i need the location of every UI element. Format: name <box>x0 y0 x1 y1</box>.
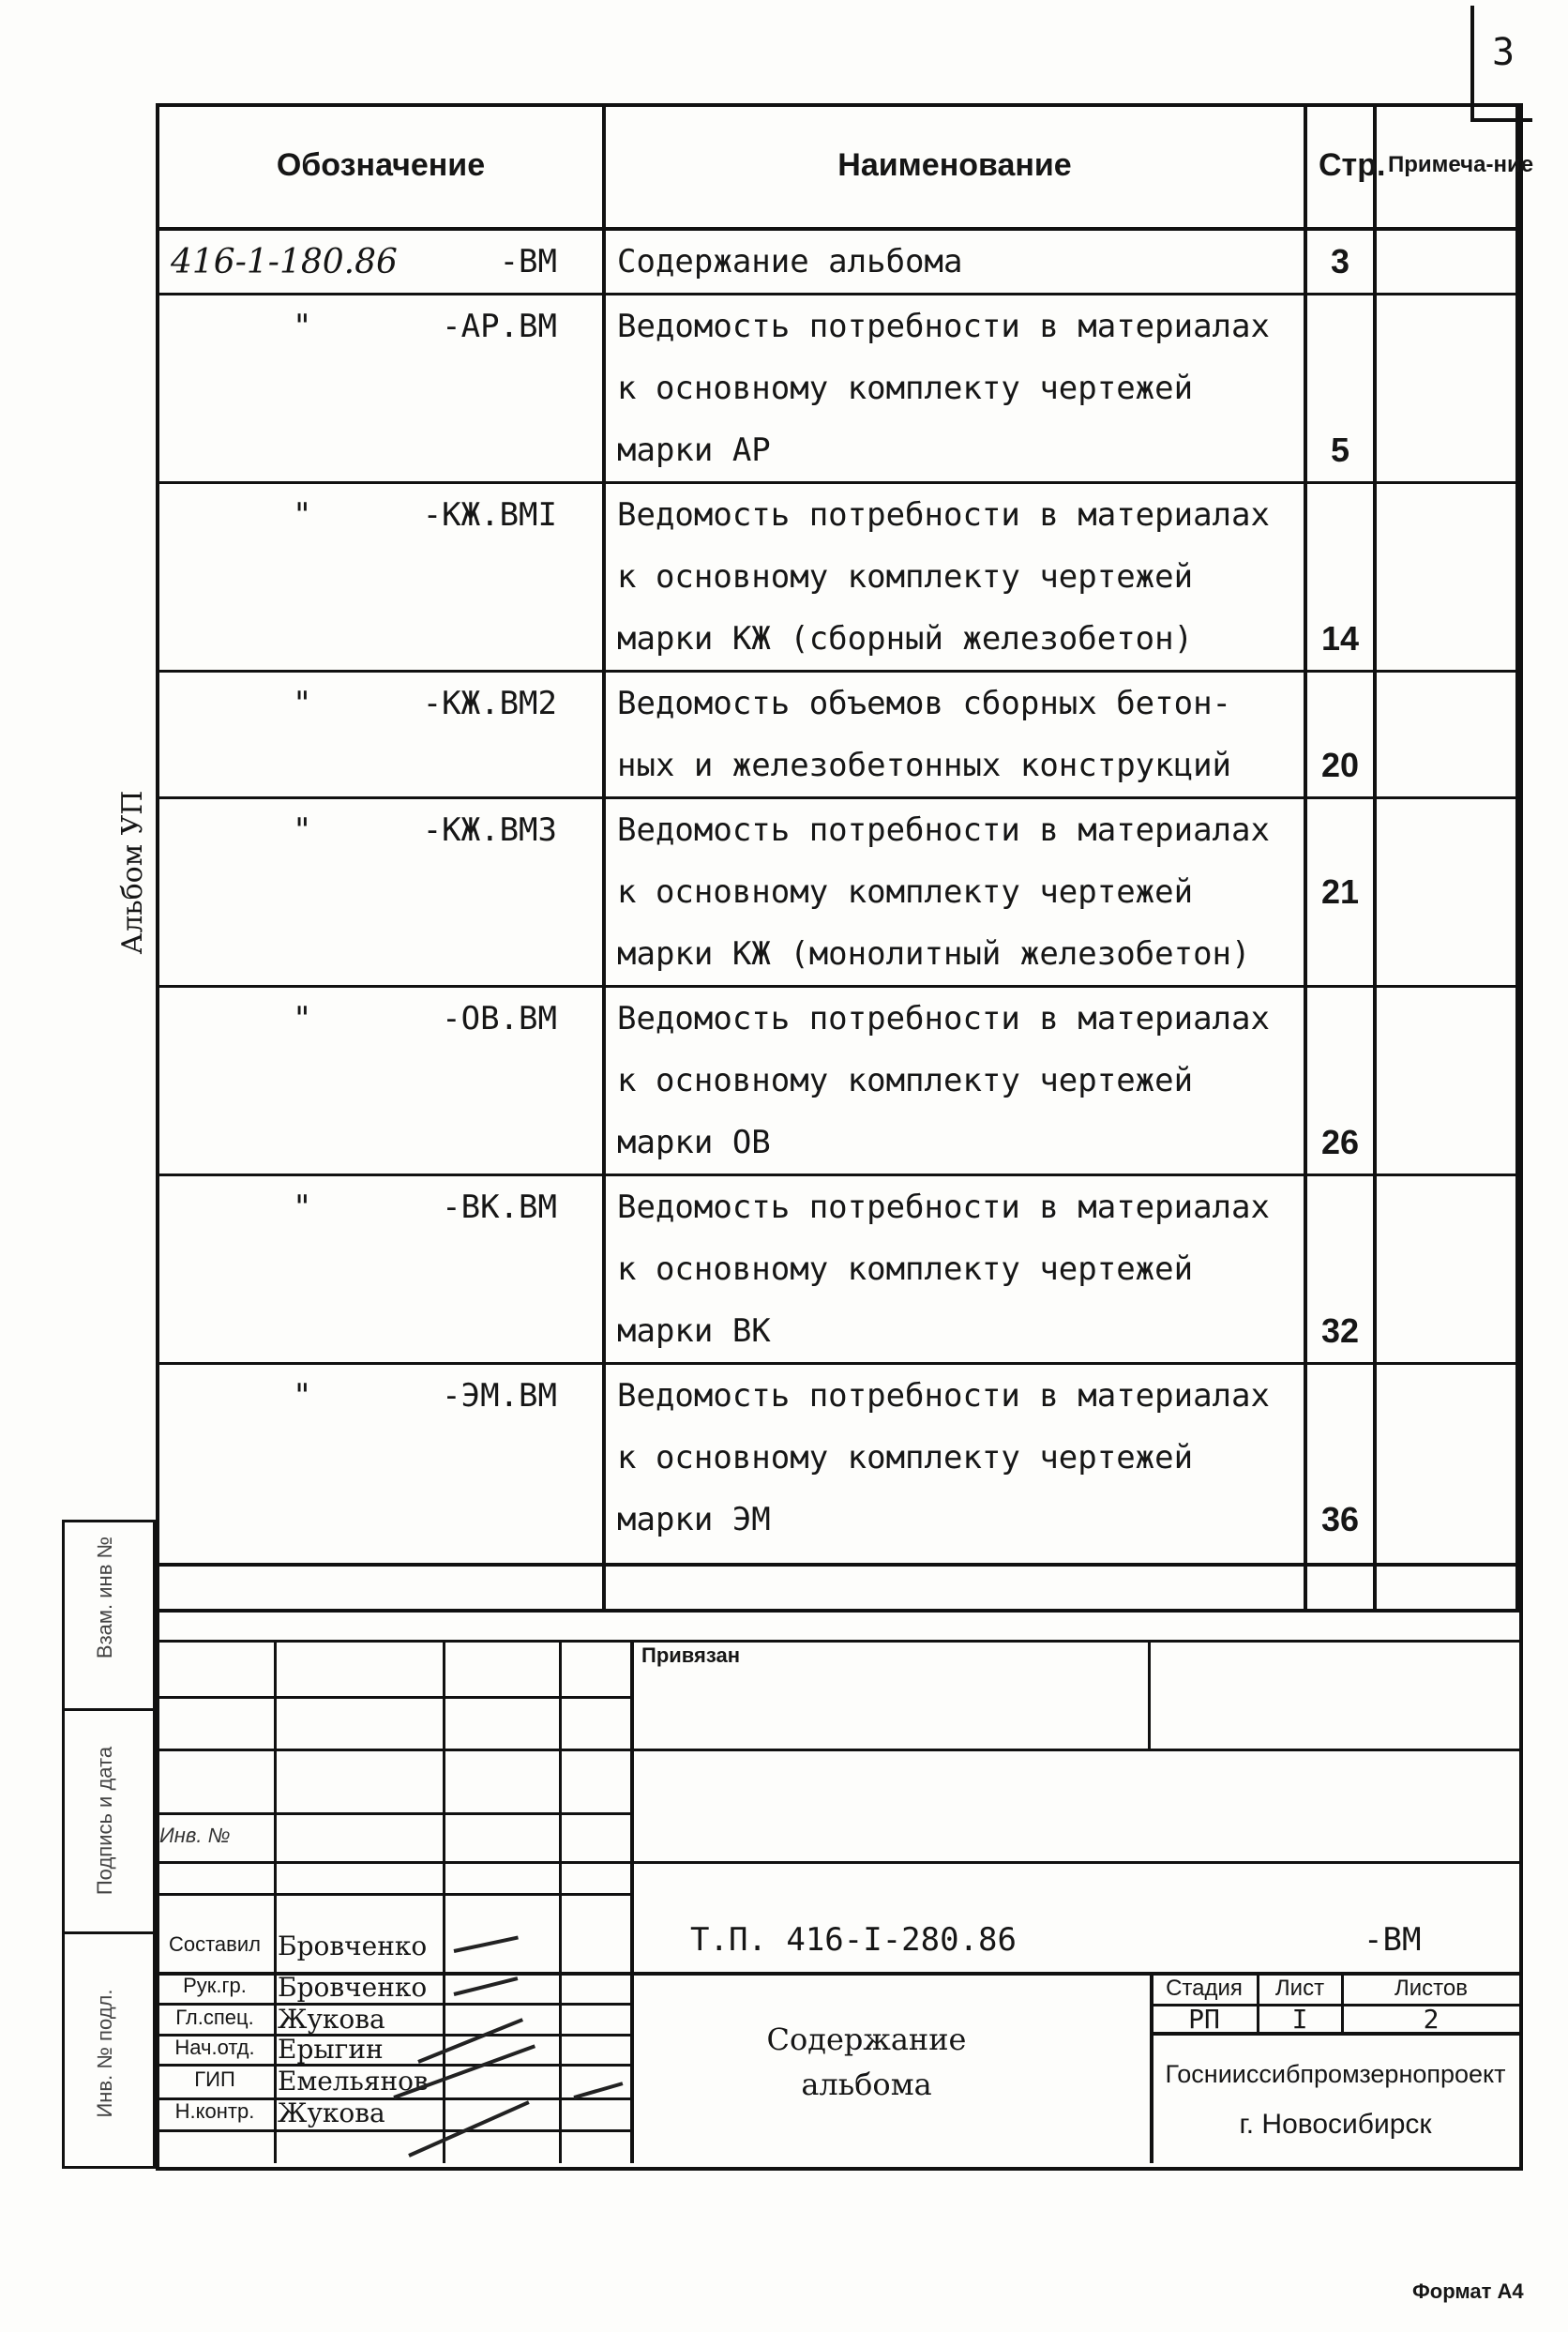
note-cell <box>1375 987 1517 1051</box>
title-divider <box>156 1640 1519 1643</box>
name-cell: Ведомость потребности в материалах <box>604 1364 1305 1428</box>
name-cell: к основному комплекту чертежей <box>604 1238 1305 1300</box>
name-cell: марки КЖ (монолитный железобетон) <box>604 923 1305 987</box>
designation-cell <box>158 483 604 547</box>
stamp-row-line <box>156 1749 1519 1751</box>
side-stamp-divider <box>65 1708 153 1711</box>
table-row <box>158 483 1517 547</box>
table-row <box>158 1238 1517 1300</box>
table-row <box>158 861 1517 923</box>
note-cell <box>1375 861 1517 923</box>
replacement-inv-label: Взам. инв № <box>93 1536 116 1659</box>
table-row <box>158 987 1517 1051</box>
note-cell <box>1375 1238 1517 1300</box>
sheets-value: 2 <box>1423 2004 1440 2035</box>
signatory-role: Н.контр. <box>174 2099 255 2123</box>
page-cell <box>1305 546 1375 608</box>
designation-cell <box>158 295 604 358</box>
designation-cell <box>158 1238 604 1300</box>
name-cell: Ведомость потребности в материалах <box>604 483 1305 547</box>
designation-cell <box>158 1112 604 1175</box>
note-cell <box>1375 546 1517 608</box>
stamp-row-line <box>156 1696 630 1699</box>
signatory-name: Бровченко <box>278 1931 428 1961</box>
stamp-column-line <box>443 1640 445 2163</box>
designation-cell <box>158 357 604 419</box>
side-stamp-divider <box>65 1931 153 1934</box>
page-cell: 5 <box>1305 419 1375 483</box>
note-cell <box>1375 608 1517 672</box>
designation-code: -ВК.ВМ <box>442 1189 557 1226</box>
designation-cell <box>158 861 604 923</box>
table-header <box>158 103 1517 229</box>
signature-date-label: Подпись и дата <box>93 1746 116 1896</box>
designation-cell <box>158 1489 604 1551</box>
stage-value: РП <box>1188 2004 1220 2035</box>
table-row <box>158 357 1517 419</box>
name-cell: ных и железобетонных конструкций <box>604 734 1305 798</box>
stamp-row-line <box>156 2129 630 2132</box>
table-row <box>158 798 1517 862</box>
name-cell: Содержание альбома <box>604 229 1305 295</box>
table-row <box>158 1489 1517 1551</box>
page-cell <box>1305 923 1375 987</box>
stamp-row-line <box>156 1861 1519 1864</box>
table-row <box>158 608 1517 672</box>
table-row <box>158 1050 1517 1112</box>
designation-cell <box>158 546 604 608</box>
page-cell: 26 <box>1305 1112 1375 1175</box>
signatory-name: Жукова <box>278 2097 385 2128</box>
signatory-role: Нач.отд. <box>174 2036 255 2059</box>
page-header: Стр. <box>1305 103 1375 229</box>
page-cell <box>1305 295 1375 358</box>
table-row <box>158 1364 1517 1428</box>
note-header: Примеча-ние <box>1375 103 1517 229</box>
table-row <box>158 1427 1517 1489</box>
bound-label: Привязан <box>641 1643 741 1667</box>
signatory-name: Ерыгин <box>278 2034 384 2065</box>
stage-col-line <box>1341 1972 1344 2032</box>
sheet-value: I <box>1291 2004 1308 2035</box>
note-cell <box>1375 1175 1517 1239</box>
designation-code: -КЖ.ВМI <box>422 496 557 534</box>
page-cell: 14 <box>1305 608 1375 672</box>
page-cell <box>1305 1364 1375 1428</box>
note-cell <box>1375 923 1517 987</box>
document-suffix: -ВМ <box>1364 1921 1422 1959</box>
table-row <box>158 1175 1517 1239</box>
org-column-line <box>1150 1972 1153 2163</box>
sheet-number: 3 <box>1470 6 1532 122</box>
stage-label: Стадия <box>1166 1976 1243 2001</box>
format-label: Формат А4 <box>1412 2279 1524 2303</box>
name-cell: к основному комплекту чертежей <box>604 861 1305 923</box>
signatory-name: Жукова <box>278 2004 385 2035</box>
ditto-mark: " <box>293 496 312 534</box>
signatory-name: Бровченко <box>278 1972 428 2003</box>
table-row <box>158 546 1517 608</box>
page-cell <box>1305 1238 1375 1300</box>
page-cell: 36 <box>1305 1489 1375 1551</box>
page-cell <box>1305 798 1375 862</box>
page-cell <box>1305 987 1375 1051</box>
note-cell <box>1375 734 1517 798</box>
note-cell <box>1375 357 1517 419</box>
name-cell: Ведомость потребности в материалах <box>604 987 1305 1051</box>
name-cell: марки ВК <box>604 1300 1305 1364</box>
table-row <box>158 672 1517 735</box>
stamp-column-line <box>274 1640 277 2163</box>
signatory-name: Емельянов <box>278 2066 429 2097</box>
signatory-role: ГИП <box>194 2067 235 2091</box>
note-cell <box>1375 1364 1517 1428</box>
designation-cell <box>158 419 604 483</box>
note-cell <box>1375 295 1517 358</box>
designation-code: -КЖ.ВМ3 <box>422 811 557 849</box>
name-cell: Ведомость объемов сборных бетон- <box>604 672 1305 735</box>
page-cell: 32 <box>1305 1300 1375 1364</box>
note-cell <box>1375 1489 1517 1551</box>
ditto-mark: " <box>293 685 312 722</box>
page-cell: 21 <box>1305 861 1375 923</box>
note-cell <box>1375 419 1517 483</box>
designation-code: -ЭМ.ВМ <box>442 1377 557 1415</box>
side-stamp <box>62 1520 156 2169</box>
designation-base: 416-1-180.86 <box>171 242 398 281</box>
document-code: Т.П. 416-I-280.86 <box>690 1921 1017 1959</box>
designation-cell <box>158 229 604 295</box>
name-cell: Ведомость потребности в материалах <box>604 1175 1305 1239</box>
designation-cell <box>158 1175 604 1239</box>
note-cell <box>1375 1050 1517 1112</box>
stamp-row-line <box>156 1812 630 1815</box>
organization-name: Госнииссибпромзернопроект <box>1165 2060 1506 2088</box>
note-cell <box>1375 1112 1517 1175</box>
designation-cell <box>158 1050 604 1112</box>
note-cell <box>1375 672 1517 735</box>
note-cell <box>1375 1300 1517 1364</box>
designation-cell <box>158 987 604 1051</box>
ditto-mark: " <box>293 811 312 849</box>
contents-table <box>156 103 1534 1613</box>
table-row <box>158 229 1517 295</box>
designation-code: -ВМ <box>499 242 557 280</box>
table-row <box>158 295 1517 358</box>
table-row <box>158 419 1517 483</box>
title-main-line <box>630 1640 634 2163</box>
note-cell <box>1375 798 1517 862</box>
name-cell: к основному комплекту чертежей <box>604 546 1305 608</box>
table-row <box>158 923 1517 987</box>
document-title: Содержание альбома <box>766 2022 967 2102</box>
page-cell <box>1305 1175 1375 1239</box>
page-cell <box>1305 357 1375 419</box>
name-cell: Ведомость потребности в материалах <box>604 798 1305 862</box>
designation-header: Обозначение <box>158 103 604 229</box>
stamp-row-line <box>156 1893 630 1896</box>
designation-cell <box>158 734 604 798</box>
name-cell: марки ЭМ <box>604 1489 1305 1551</box>
album-caption: Альбом УП <box>116 790 149 955</box>
name-cell: Ведомость потребности в материалах <box>604 295 1305 358</box>
page-cell <box>1305 672 1375 735</box>
name-cell: к основному комплекту чертежей <box>604 1427 1305 1489</box>
sheets-label: Листов <box>1395 1976 1468 2001</box>
signatory-role: Гл.спец. <box>175 2006 254 2029</box>
designation-cell <box>158 923 604 987</box>
designation-cell <box>158 608 604 672</box>
designation-cell <box>158 1300 604 1364</box>
designation-code: -АР.ВМ <box>442 308 557 345</box>
page-cell <box>1305 1050 1375 1112</box>
bound-column-line <box>1148 1640 1151 1749</box>
name-cell: марки ОВ <box>604 1112 1305 1175</box>
page-cell <box>1305 1427 1375 1489</box>
signatory-role: Составил <box>168 1932 261 1956</box>
designation-code: -КЖ.ВМ2 <box>422 685 557 722</box>
note-cell <box>1375 229 1517 295</box>
name-cell: к основному комплекту чертежей <box>604 357 1305 419</box>
note-cell <box>1375 1427 1517 1489</box>
page-cell: 3 <box>1305 229 1375 295</box>
signatory-role: Рук.гр. <box>183 1974 247 1997</box>
ditto-mark: " <box>293 1377 312 1415</box>
name-header: Наименование <box>604 103 1305 229</box>
ditto-mark: " <box>293 1189 312 1226</box>
note-cell <box>1375 483 1517 547</box>
designation-cell <box>158 1427 604 1489</box>
designation-cell <box>158 798 604 862</box>
page-cell: 20 <box>1305 734 1375 798</box>
name-cell: марки КЖ (сборный железобетон) <box>604 608 1305 672</box>
designation-code: -ОВ.ВМ <box>442 1000 557 1037</box>
designation-cell <box>158 672 604 735</box>
page-cell <box>1305 483 1375 547</box>
stage-col-line <box>1257 1972 1259 2032</box>
designation-cell <box>158 1364 604 1428</box>
ditto-mark: " <box>293 1000 312 1037</box>
name-cell: марки АР <box>604 419 1305 483</box>
sheet-label: Лист <box>1274 1976 1325 2001</box>
table-row <box>158 1300 1517 1364</box>
inv-original-label: Инв. № подл. <box>93 1989 116 2118</box>
inv-number-label: Инв. № <box>159 1824 231 1847</box>
table-row <box>158 1112 1517 1175</box>
table-row <box>158 734 1517 798</box>
stamp-column-line <box>559 1640 562 2163</box>
name-cell: к основному комплекту чертежей <box>604 1050 1305 1112</box>
organization-city: г. Новосибирск <box>1239 2109 1432 2140</box>
ditto-mark: " <box>293 308 312 345</box>
